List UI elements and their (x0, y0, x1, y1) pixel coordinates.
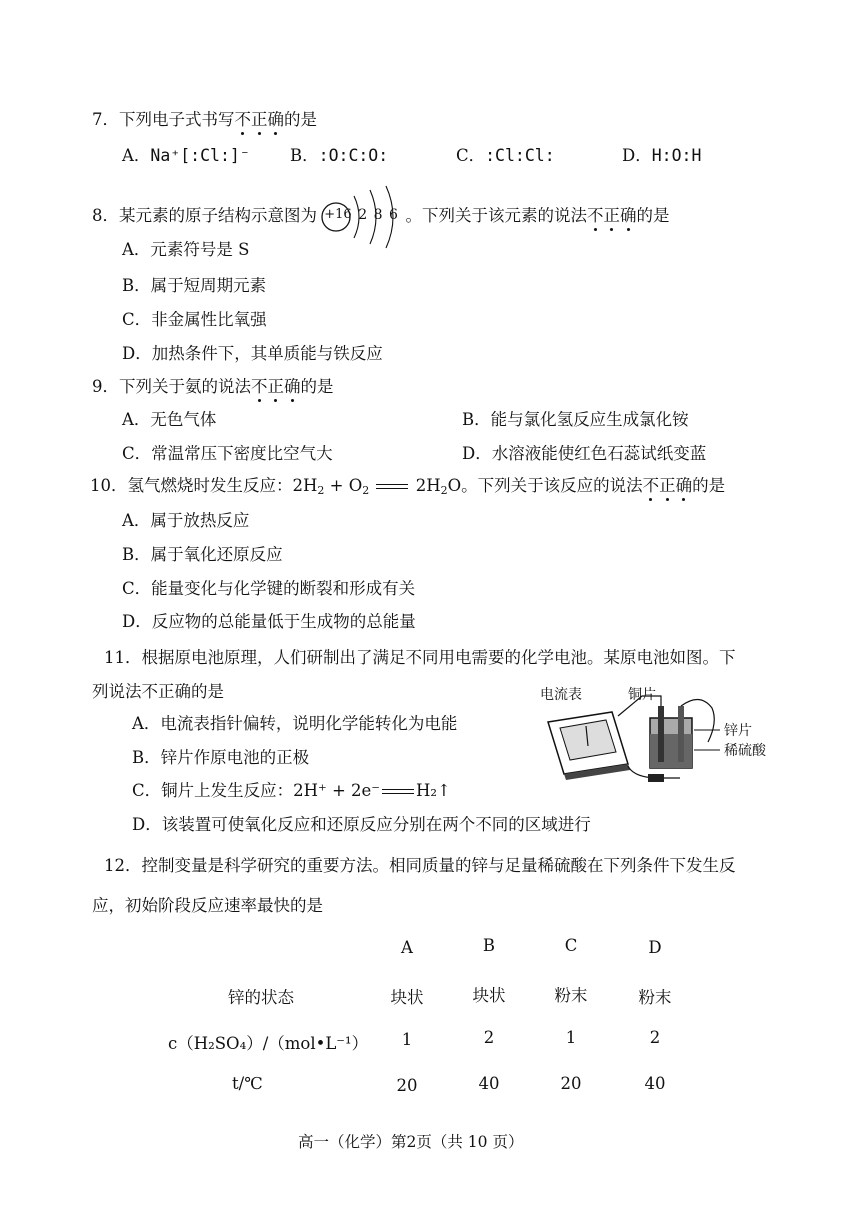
table-cell: 块状 (472, 986, 506, 1005)
emphasis-char: 确 (620, 202, 637, 226)
table-header-c: C (564, 936, 578, 955)
q8-option-d: D．加热条件下，其单质能与铁反应 (122, 344, 383, 363)
question-10-stem: 10．氢气燃烧时发生反应：$2H_2 + O_2$ $2H_2O$。下列关于该反应的说法不正确的是 (90, 472, 725, 497)
q9-option-d: D．水溶液能使红色石蕊试纸变蓝 (462, 444, 707, 463)
emphasis-char: 不 (587, 202, 604, 226)
emphasis-char: 正 (251, 106, 268, 130)
copper-label: 铜片 (628, 687, 656, 703)
table-cell: 40 (644, 1074, 666, 1093)
table-cell: 20 (396, 1076, 418, 1095)
question-8-stem: 8．某元素的原子结构示意图为 +16 2 8 6 。下列关于该元素的说法不正确的是 (92, 202, 670, 227)
table-cell: 块状 (390, 988, 424, 1007)
emphasis-char: 确 (676, 472, 693, 496)
emphasis-char: 正 (659, 472, 676, 496)
table-row-label: c（H₂SO₄）/（mol•L⁻¹） (168, 1034, 369, 1053)
q8-option-a: A．元素符号是 S (122, 240, 250, 259)
ammeter-label: 电流表 (540, 687, 582, 703)
q8-option-b: B．属于短周期元素 (122, 276, 267, 295)
table-cell: 1 (565, 1028, 577, 1047)
emphasis-char: 确 (268, 106, 285, 130)
table-row-label: t/℃ (232, 1074, 263, 1093)
q9-option-c: C．常温常压下密度比空气大 (122, 444, 333, 463)
table-cell: 2 (649, 1028, 661, 1047)
table-header-a: A (401, 938, 413, 957)
question-12-stem-line1: 12．控制变量是科学研究的重要方法。相同质量的锌与足量稀硫酸在下列条件下发生反 (104, 856, 736, 875)
q7-option-b: B．:O:C:O: (290, 146, 389, 165)
q7-option-d: D．H:O:H (622, 146, 702, 165)
q10-option-d: D．反应物的总能量低于生成物的总能量 (122, 612, 416, 631)
q9-option-b: B．能与氯化氢反应生成氯化铵 (462, 410, 689, 429)
page-footer: 高一（化学）第2页（共 10 页） (298, 1133, 524, 1151)
question-7-stem: 7．下列电子式书写不正确的是 (92, 106, 317, 130)
acid-label: 稀硫酸 (724, 743, 766, 759)
table-cell: 1 (401, 1030, 413, 1049)
nucleus-charge: +16 (324, 206, 352, 222)
table-header-d: D (648, 938, 662, 957)
q11-option-b: B．锌片作原电池的正极 (132, 748, 310, 767)
q9-option-a: A．无色气体 (122, 410, 217, 429)
question-11-stem-line2: 列说法不正确的是 (92, 682, 224, 701)
emphasis-char: 不 (235, 106, 252, 130)
question-11-stem-line1: 11．根据原电池原理，人们研制出了满足不同用电需要的化学电池。某原电池如图。下 (104, 648, 736, 667)
table-cell: 20 (560, 1074, 582, 1093)
emphasis-char: 不 (251, 373, 268, 397)
shell-electrons: 2 8 6 (358, 206, 399, 223)
emphasis-char: 确 (284, 373, 301, 397)
table-cell: 粉末 (638, 988, 672, 1007)
table-cell: 2 (483, 1028, 495, 1047)
q10-option-b: B．属于氧化还原反应 (122, 545, 283, 564)
q8-option-c: C．非金属性比氧强 (122, 310, 267, 329)
q7-option-c: C．:Cl:Cl: (456, 146, 555, 165)
table-row-label: 锌的状态 (228, 988, 294, 1007)
table-cell: 40 (478, 1074, 500, 1093)
q11-option-d: D．该装置可使氧化反应和还原反应分别在两个不同的区域进行 (132, 815, 591, 834)
zinc-label: 锌片 (724, 723, 752, 739)
q11-option-a: A．电流表指针偏转，说明化学能转化为电能 (132, 714, 458, 733)
question-9-stem: 9．下列关于氨的说法不正确的是 (92, 373, 334, 397)
table-header-b: B (482, 936, 496, 955)
q10-option-c: C．能量变化与化学键的断裂和形成有关 (122, 579, 416, 598)
question-12-stem-line2: 应，初始阶段反应速率最快的是 (92, 896, 323, 915)
q7-option-a: A．Na⁺[:Cl:]⁻ (122, 146, 250, 165)
q11-option-c: C．铜片上发生反应：2H⁺ + 2e⁻ H₂↑ (132, 781, 451, 800)
emphasis-char: 不 (643, 472, 660, 496)
table-cell: 粉末 (554, 986, 588, 1005)
emphasis-char: 正 (604, 202, 621, 226)
q10-option-a: A．属于放热反应 (122, 511, 250, 530)
emphasis-char: 正 (268, 373, 285, 397)
